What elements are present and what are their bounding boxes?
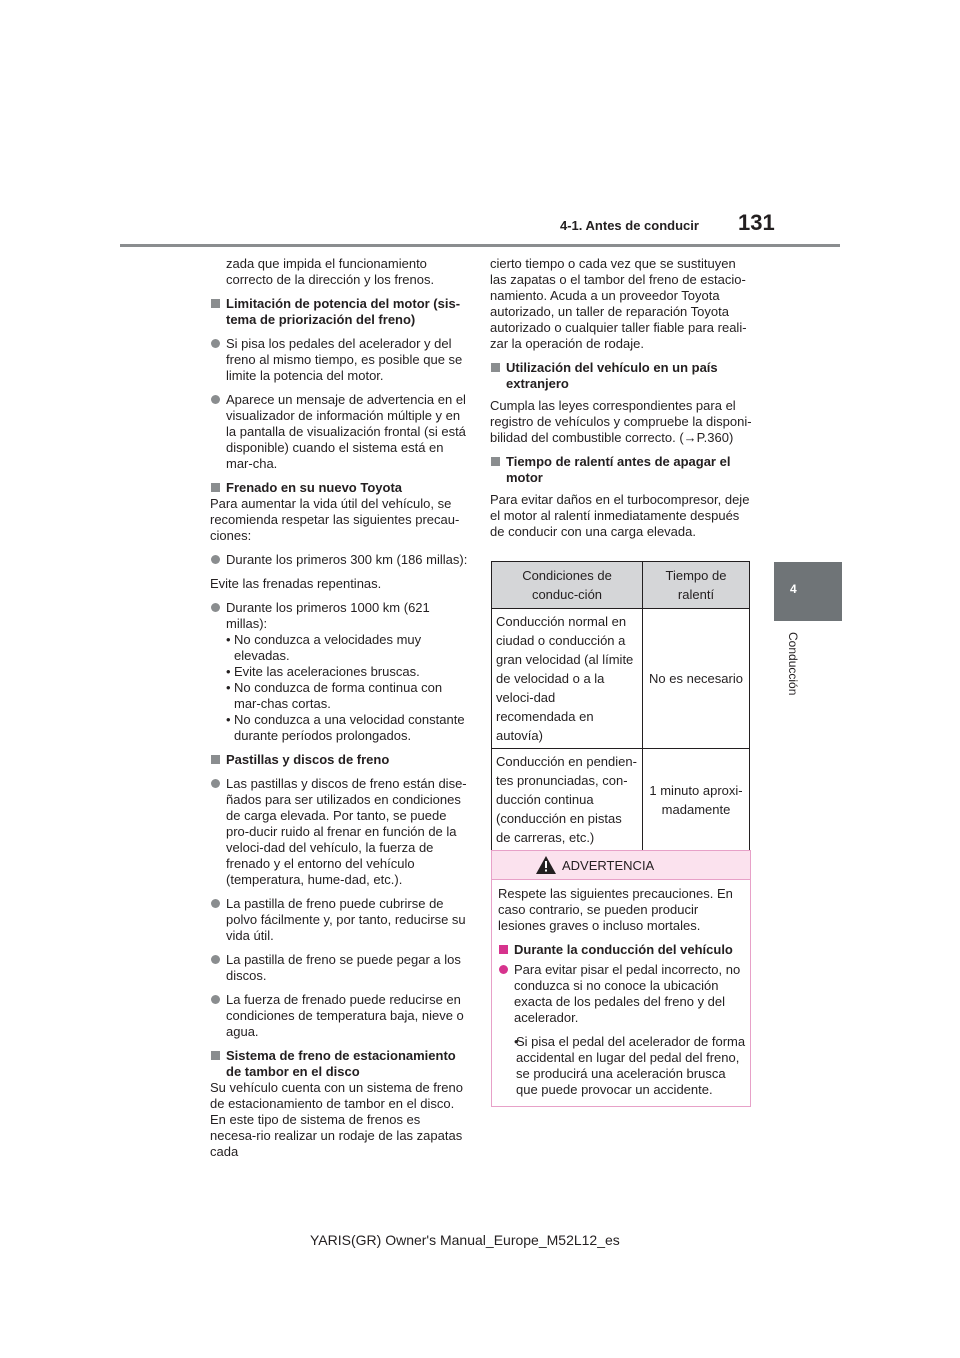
warning-header (492, 851, 750, 880)
table-header-idle-time: Tiempo de ralentí (643, 562, 750, 609)
warning-bullet: Para evitar pisar el pedal incorrecto, no conduzca si no conoce la ubicación exacta de los pedales del freno y del acelerador. (498, 962, 746, 1026)
warning-heading: Durante la conducción del vehículo (498, 942, 746, 958)
right-column (490, 256, 752, 548)
heading-power-limit: Limitación de potencia del motor (sis-tema de priorización del freno) (210, 296, 470, 328)
paragraph-drum-continued: cierto tiempo o cada vez que se sustituyen las zapatas o el tambor del freno de estacio-namiento. Acuda a un proveedor Toyota autorizado, un taller de reparación Toyota autorizado o cualquier taller fiable para reali-zar la operación de rodaje. (490, 256, 747, 351)
page-number: 131 (738, 210, 775, 235)
header-section-title: 4-1. Antes de conducir (560, 218, 699, 233)
chapter-number: 4 (790, 582, 797, 596)
list-item: • Evite las aceleraciones bruscas. (210, 664, 470, 680)
bullet-first-1000km: Durante los primeros 1000 km (621 millas): (210, 600, 470, 632)
table-cell-condition: Conducción normal en ciudad o conducción a gran velocidad (al límite de velocidad o a la veloci-dad recomendada en autovía) (492, 609, 643, 749)
heading-idle-time: Tiempo de ralentí antes de apagar el motor (490, 454, 752, 486)
list-item: • No conduzca a velocidades muy elevadas. (210, 632, 470, 664)
paragraph-drum-brake: Su vehículo cuenta con un sistema de freno de estacionamiento de tambor en el disco. En este tipo de sistema de frenos es necesa-rio realizar un rodaje de las zapatas cada (210, 1080, 463, 1159)
bullet-pads-4: La fuerza de frenado puede reducirse en condiciones de temperatura baja, nieve o agua. (210, 992, 470, 1040)
table-row (492, 609, 750, 749)
chapter-label: Conducción (786, 632, 800, 696)
paragraph-first-300km: Evite las frenadas repentinas. (210, 576, 382, 591)
table-cell-time: 1 minuto aproxi-madamente (643, 749, 750, 851)
bullet-pads-3: La pastilla de freno se puede pegar a los discos. (210, 952, 470, 984)
paragraph-idle-time: Para evitar daños en el turbocompresor, deje el motor al ralentí inmediatamente después de conducir con una carga elevada. (490, 492, 750, 539)
table-header-row (492, 562, 750, 609)
bullet-pads-1: Las pastillas y discos de freno están dise-ñados para ser utilizados en condiciones de carga elevada. Por tanto, se puede pro-ducir ruido al frenar en función de la veloci-dad del vehículo, la fuerza de frenado y el entorno del vehículo (temperatura, hume-dad, etc.). (210, 776, 470, 888)
paragraph-brake-new: Para aumentar la vida útil del vehículo, se recomienda respetar las siguientes precau-ciones: (210, 496, 460, 543)
warning-triangle-icon (536, 856, 556, 874)
heading-brake-new: Frenado en su nuevo Toyota (210, 480, 470, 496)
table-cell-condition: Conducción en pendien-tes pronunciadas, con-ducción continua (conducción en pistas de carreras, etc.) (492, 749, 643, 851)
bullet-power-limit-2: Aparece un mensaje de advertencia en el visualizador de información múltiple y en la pantalla de visualización frontal (si está disponible) cuando el sistema está en mar-cha. (210, 392, 470, 472)
warning-intro: Respete las siguientes precauciones. En caso contrario, se pueden producir lesiones graves o incluso mortales. (498, 886, 733, 933)
left-column (210, 256, 470, 1168)
bullet-first-300km: Durante los primeros 300 km (186 millas): (210, 552, 470, 568)
continued-paragraph: zada que impida el funcionamiento correcto de la dirección y los frenos. (226, 256, 435, 287)
heading-abroad: Utilización del vehículo en un país extranjero (490, 360, 752, 392)
heading-pads-discs: Pastillas y discos de freno (210, 752, 470, 768)
chapter-tab-label (782, 632, 808, 722)
header-rule (120, 244, 840, 247)
heading-drum-brake: Sistema de freno de estacionamiento de tambor en el disco (210, 1048, 470, 1080)
bullet-power-limit-1: Si pisa los pedales del acelerador y del freno al mismo tiempo, es posible que se limite la potencia del motor. (210, 336, 470, 384)
warning-title: ADVERTENCIA (562, 858, 655, 873)
warning-body (492, 880, 750, 1098)
list-first-1000km (210, 632, 470, 744)
idle-time-table (491, 561, 750, 851)
table-cell-time: No es necesario (643, 609, 750, 749)
chapter-tab (774, 562, 842, 621)
footer-manual-id: YARIS(GR) Owner's Manual_Europe_M52L12_es (310, 1232, 620, 1248)
paragraph-abroad: Cumpla las leyes correspondientes para el registro de vehículos y compruebe la disponi-bilidad del combustible correcto. (→P.360) (490, 398, 752, 445)
warning-box (491, 850, 751, 1107)
list-item: • No conduzca de forma continua con mar-chas cortas. (210, 680, 470, 712)
table-row (492, 749, 750, 851)
list-item: • No conduzca a una velocidad constante durante períodos prolongados. (210, 712, 470, 744)
warning-sub-item: • Si pisa el pedal del acelerador de forma accidental en lugar del pedal del freno, se producirá una aceleración brusca que puede provocar un accidente. (498, 1034, 746, 1098)
bullet-pads-2: La pastilla de freno puede cubrirse de polvo fácilmente y, por tanto, reducirse su vida útil. (210, 896, 470, 944)
table-header-conditions: Condiciones de conduc-ción (492, 562, 643, 609)
